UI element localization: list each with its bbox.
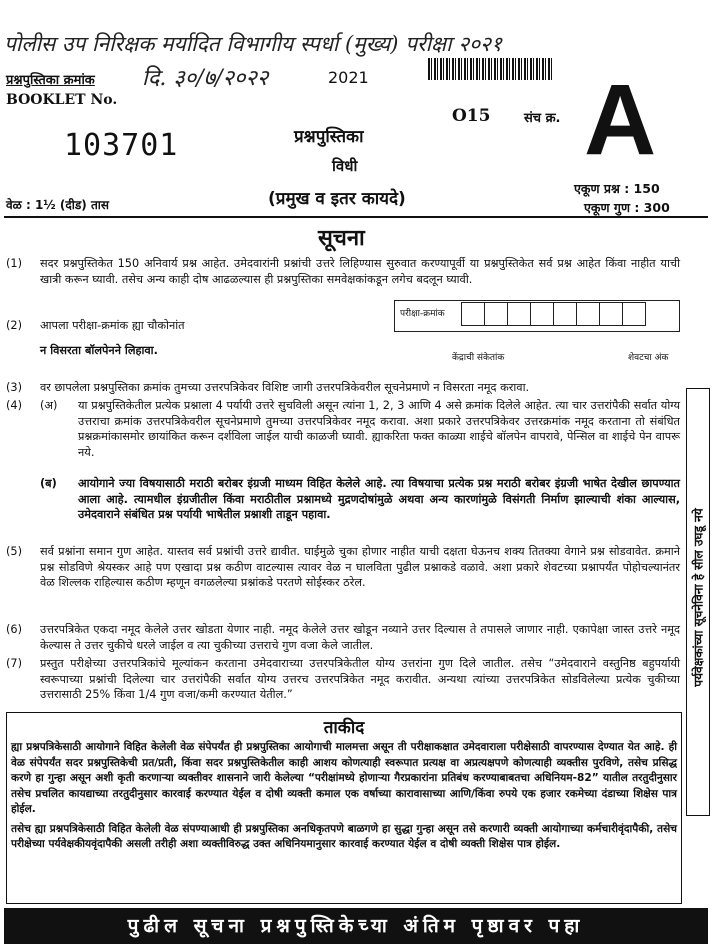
- booklet-label-mr: प्रश्नपुस्तिका क्रमांक: [6, 73, 95, 88]
- instruction-2: [6, 318, 386, 358]
- header-divider: [4, 216, 708, 218]
- instruction-text: प्रस्तुत परीक्षेच्या उत्तरपत्रिकांचे मूल्यांकन करताना उमेदवाराच्या उत्तरपत्रिकेतील योग्य उत्तरांना गुण दिले जातील. तसेच “उमेदवाराने वस्तुनिष्ठ बहुपर्यायी स्वरूपाच्या प्रश्नांची दिलेल्या चार उत्तरांपैकी सर्वात योग्य उत्तरच उत्तरपत्रिकेत नमूद करावीत. अन्यथा त्यांच्या उत्तरपत्रिकेत सोडविलेल्या प्रत्येक चुकीच्या उत्तरासाठी 25% किंवा 1/4 गुण वजा/कमी करण्यात येतील.”: [40, 657, 680, 701]
- year: 2021: [328, 68, 369, 87]
- handwritten-title: पोलीस उप निरिक्षक मर्यादित विभागीय स्पर्धा (मुख्य) परीक्षा २०२१: [4, 32, 502, 56]
- instruction-number: (3): [6, 381, 23, 394]
- instruction-sub-mark: (ब): [40, 477, 57, 490]
- booklet-label-en: BOOKLET No.: [6, 92, 118, 108]
- warning-heading: ताकीद: [323, 718, 365, 738]
- instruction-text: वर छापलेला प्रश्नपुस्तिका क्रमांक तुमच्या उत्तरपत्रिकेवर विशिष्ट जागी उत्तरपत्रिकेवरील सूचनेप्रमाणे न विसरता नमूद करावा.: [40, 381, 530, 394]
- instruction-text-2: न विसरता बॉलपेनने लिहावा.: [40, 343, 158, 357]
- instruction-1: [6, 256, 680, 287]
- set-label: संच क्र.: [524, 111, 561, 126]
- instruction-text: आयोगाने ज्या विषयासाठी मराठी बरोबर इंग्रजी माध्यम विहित केलेले आहे. त्या विषयाचा प्रत्येक प्रश्न मराठी बरोबर इंग्रजी भाषेत देखील छापण्यात आला आहे. त्यामधील इंग्रजीतील किंवा मराठीतील प्रश्नामध्ये मुद्रणदोषांमुळे अथवा अन्य कारणांमुळे विसंगती निर्माण झाल्याची शंका आल्यास, उमेदवाराने संबंधित प्रश्न पर्यायी भाषेतील प्रश्नाशी ताडून पहावा.: [78, 477, 680, 521]
- subtitle: (प्रमुख व इतर कायदे): [268, 189, 406, 209]
- footer-banner: पुढील सूचना प्रश्नपुस्तिकेच्या अंतिम पृष्ठावर पहा: [4, 908, 708, 944]
- instruction-text: आपला परीक्षा-क्रमांक ह्या चौकोनांत: [40, 319, 185, 332]
- instruction-sub-mark: (अ): [40, 399, 58, 412]
- instruction-number: (4): [6, 399, 23, 412]
- instruction-text: सर्व प्रश्नांना समान गुण आहेत. यास्तव सर्व प्रश्नांची उत्तरे द्यावीत. घाईमुळे चुका होणार नाहीत याची दक्षता घेऊनच शक्य तितक्या वेगाने प्रश्न सोडवावेत. क्रमाने प्रश्न सोडविणे श्रेयस्कर आहे पण एखादा प्रश्न कठीण वाटल्यास त्यावर वेळ न घालविता पुढील प्रश्नाकडे वळावे. अशा प्रकारे शेवटच्या प्रश्नापर्यंत पोहोचल्यानंतर वेळ शिल्लक राहिल्यास कठीण म्हणून वगळलेल्या प्रश्नांकडे परतणे सोईस्कर ठरेल.: [40, 545, 680, 589]
- instruction-6: [6, 622, 680, 653]
- grid-center-label: केंद्राची संकेतांक: [452, 353, 505, 363]
- handwritten-date: दि. ३०/७/२०२२: [142, 66, 269, 91]
- subject: विधी: [332, 157, 358, 175]
- instruction-number: (5): [6, 545, 23, 558]
- instruction-text: सदर प्रश्नपुस्तिकेत 150 अनिवार्य प्रश्न आहेत. उमेदवारांनी प्रश्नांची उत्तरे लिहिण्यास सुरुवात करण्यापूर्वी या प्रश्नपुस्तिकेत सर्व प्रश्न आहेत किंवा नाहीत याची खात्री करून घ्यावी. तसेच अन्य काही दोष आढळल्यास ही प्रश्नपुस्तिका समवेक्षकांकडून लगेच बदलून घ्यावी.: [40, 257, 680, 286]
- instruction-number: (1): [6, 257, 23, 270]
- instruction-text: या प्रश्नपुस्तिकेतील प्रत्येक प्रश्नाला 4 पर्यायी उत्तरे सुचविली असून त्यांना 1, 2, 3 आणि 4 असे क्रमांक दिलेले आहेत. त्या चार उत्तरांपैकी सर्वात योग्य उत्तराचा क्रमांक उत्तरपत्रिकेवरील सूचनेप्रमाणे तुमच्या उत्तरपत्रिकेवर नमूद करावा. अशा प्रकारे उत्तरपत्रिकेवर उत्तरक्रमांक नमूद करताना तो संबंधित प्रश्नक्रमांकासमोर छायांकित करून दर्शविला जाईल याची काळजी घ्यावी. ह्याकरिता फक्त काळ्या शाईचे बॉलपेन वापरावे, पेन्सिल वा शाईचे पेन वापरू नये.: [78, 399, 680, 459]
- time-allowed: वेळ : 1½ (दीड) तास: [6, 198, 110, 212]
- warning-paragraph-2: तसेच ह्या प्रश्नपत्रिकेसाठी विहित केलेली वेळ संपण्याआधी ही प्रश्नपुस्तिका अनधिकृतपणे बाळगणे हा सुद्धा गुन्हा असून तसे करणारी व्यक्ती आयोगाच्या कर्मचारीवृंदापैकी, तसेच परीक्षेच्या पर्यवेक्षकीयवृंदापैकी असली तरीही अशा व्यक्तीविरुद्ध उक्त अधिनियमानुसार कारवाई करण्यात येईल व दोषी व्यक्ती शिक्षेस पात्र होईल.: [11, 822, 677, 850]
- instruction-number: (6): [6, 623, 23, 636]
- instruction-number: (2): [6, 319, 23, 332]
- barcode: [428, 58, 552, 80]
- grid-last-label: शेवटचा अंक: [628, 353, 669, 363]
- total-marks: एकूण गुण : 300: [584, 200, 670, 215]
- instruction-4a: [6, 398, 680, 460]
- paper-code: O15: [452, 106, 491, 126]
- instruction-3: [6, 380, 680, 396]
- instruction-5: [6, 544, 680, 591]
- instructions-heading: सूचना: [318, 226, 365, 251]
- grid-outline: [394, 300, 680, 332]
- warning-box: [6, 712, 682, 904]
- seal-notice-box: [686, 388, 710, 816]
- instruction-4b: [6, 476, 680, 523]
- total-questions: एकूण प्रश्न : 150: [574, 181, 660, 196]
- warning-paragraph-1: ह्या प्रश्नपत्रिकेसाठी आयोगाने विहित केलेली वेळ संपेपर्यंत ही प्रश्नपुस्तिका आयोगाची मालमत्ता असून ती परीक्षाकक्षात उमेदवाराला परीक्षेसाठी वापरण्यास देण्यात येत आहे. ही वेळ संपेपर्यंत सदर प्रश्नपुस्तिकेची प्रत/प्रती, किंवा सदर प्रश्नपुस्तिकेतील काही आशय कोणत्याही स्वरूपात प्रत्यक्ष वा अप्रत्यक्षपणे कोणत्याही व्यक्तीस पुरविणे, तसेच प्रसिद्ध करणे हा गुन्हा असून अशी कृती करणाऱ्या व्यक्तीवर शासनाने जारी केलेल्या “परीक्षांमध्ये होणाऱ्या गैरप्रकारांना प्रतिबंध करण्याबाबतचा अधिनियम-82” यातील तरतुदीनुसार तसेच प्रचलित कायद्याच्या तरतुदीनुसार कारवाई करण्यात येईल व दोषी व्यक्ती कमाल एक वर्षाच्या कारावासाच्या आणि/किंवा रुपये एक हजार रकमेच्या दंडाच्या शिक्षेस पात्र होईल.: [11, 741, 677, 815]
- seal-notice-text: पर्यवेक्षकांच्या सूचनेविना हे सील उघडू नये: [691, 508, 706, 687]
- booklet-number: 103701: [64, 128, 179, 163]
- exam-number-grid-label: परीक्षा-क्रमांक: [400, 309, 445, 319]
- booklet-title: प्रश्नपुस्तिका: [294, 127, 364, 147]
- instruction-number: (7): [6, 657, 23, 670]
- instruction-7: [6, 656, 680, 703]
- instruction-text: उत्तरपत्रिकेत एकदा नमूद केलेले उत्तर खोडता येणार नाही. नमूद केलेले उत्तर खोडून नव्याने उत्तर दिल्यास ते तपासले जाणार नाही. एकापेक्षा जास्त उत्तरे नमूद केल्यास ते उत्तर चुकीचे धरले जाईल व त्या चुकीच्या उत्तराचे गुण वजा केले जातील.: [40, 623, 680, 652]
- set-letter: A: [584, 64, 657, 176]
